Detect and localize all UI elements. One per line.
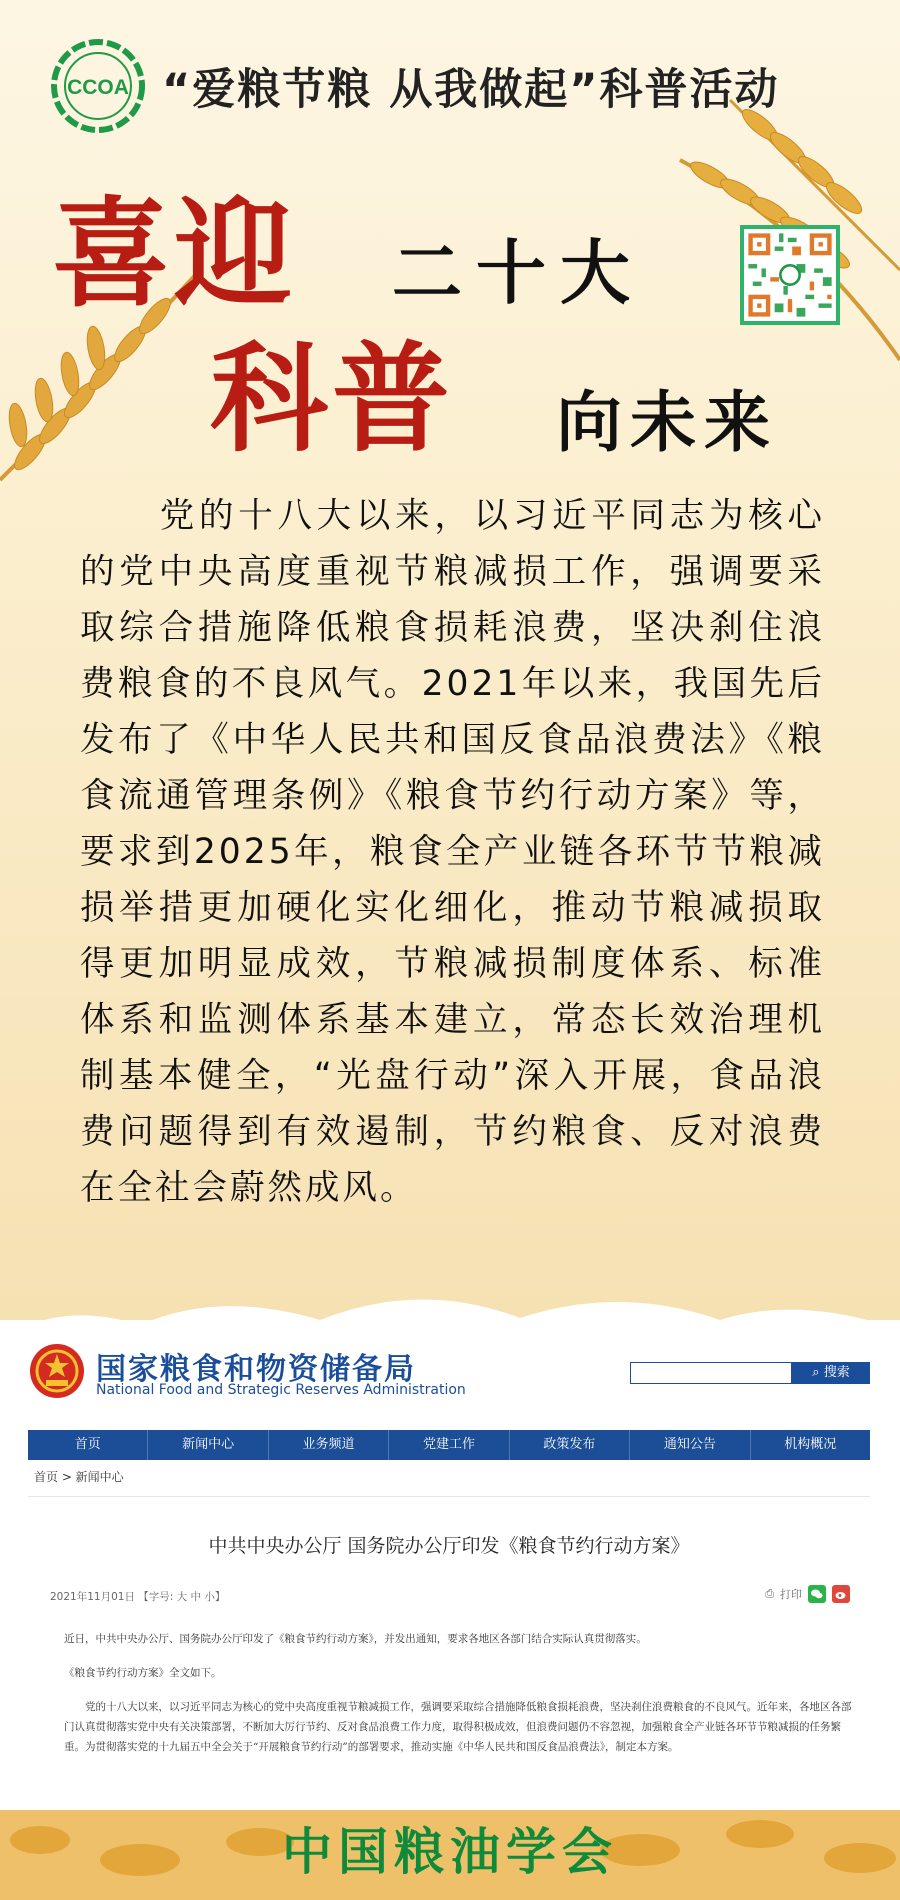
article-card <box>28 1496 870 1817</box>
search-button-label: 搜索 <box>823 1365 850 1380</box>
ccoa-logo-icon <box>50 38 146 134</box>
slogan-red-welcome: 喜迎 <box>52 185 297 323</box>
article-meta: 2021年11月01日 【字号: 大 中 小】 <box>50 1591 226 1603</box>
main-nav <box>28 1430 870 1460</box>
print-icon[interactable]: ⎙ <box>765 1587 774 1600</box>
search-input[interactable] <box>630 1362 792 1384</box>
website-screenshot <box>0 1320 900 1820</box>
nav-item-business[interactable]: 业务频道 <box>269 1430 389 1460</box>
agency-name-en: National Food and Strategic Reserves Administration <box>96 1382 466 1398</box>
agency-name-cn: 国家粮食和物资储备局 <box>96 1352 416 1387</box>
breadcrumb[interactable]: 首页 > 新闻中心 <box>34 1470 124 1484</box>
activity-title: “爱粮节粮 从我做起”科普活动 <box>162 65 780 115</box>
slogan-red-science: 科普 <box>210 330 455 468</box>
wechat-share-icon[interactable] <box>808 1585 826 1603</box>
header <box>50 38 870 148</box>
ccoa-logo-text: CCOA <box>67 76 129 99</box>
national-emblem-icon <box>28 1342 86 1400</box>
slogan-toward-future: 向未来 <box>556 384 778 461</box>
nav-item-party[interactable]: 党建工作 <box>389 1430 509 1460</box>
body-paragraph <box>80 488 825 1216</box>
article-title: 中共中央办公厅 国务院办公厅印发《粮食节约行动方案》 <box>208 1535 690 1557</box>
organizer-signature: 中国粮油学会 <box>282 1822 618 1881</box>
article-tools <box>765 1585 850 1603</box>
nav-item-notices[interactable]: 通知公告 <box>630 1430 750 1460</box>
article-paragraph-2: 《粮食节约行动方案》全文如下。 <box>64 1667 222 1679</box>
nav-item-policy[interactable]: 政策发布 <box>510 1430 630 1460</box>
weibo-share-icon[interactable] <box>832 1585 850 1603</box>
nav-item-about[interactable]: 机构概况 <box>784 1437 837 1452</box>
search-button[interactable] <box>792 1362 870 1384</box>
slogan-twentieth-congress: 二十大 <box>392 232 644 314</box>
print-label[interactable]: 打印 <box>780 1588 802 1601</box>
qr-code-icon <box>740 225 840 325</box>
article-paragraph-3: 党的十八大以来，以习近平同志为核心的党中央高度重视节粮减损工作，强调要采取综合措施降低粮食损耗浪费，坚决刹住浪费粮食的不良风气。近年来，各地区各部门认真贯彻落实党中央有关决策部署，不断加大厉行节约、反对食品浪费工作力度，取得积极成效，但浪费问题仍不容忽视，加强粮食全产业链各环节节粮减损的任务繁重。为贯彻落实党的十九届五中全会关于“开展粮食节约行动”的部署要求，推动实施《中华人民共和国反食品浪费法》，制定本方案。 <box>64 1701 852 1753</box>
nav-item-home[interactable]: 首页 <box>28 1430 148 1460</box>
body-paragraph-text: 党的十八大以来，以习近平同志为核心的党中央高度重视节粮减损工作，强调要采取综合措施降低粮食损耗浪费，坚决刹住浪费粮食的不良风气。2021年以来，我国先后发布了《中华人民共和国反食品浪费法》《粮食流通管理条例》《粮食节约行动方案》等，要求到2025年，粮食全产业链各环节节粮减损举措更加硬化实化细化，推动节粮减损取得更加明显成效，节粮减损制度体系、标准体系和监测体系基本建立，常态长效治理机制基本健全，“光盘行动”深入开展，食品浪费问题得到有效遏制，节约粮食、反对浪费在全社会蔚然成风。 <box>80 496 825 1208</box>
nav-item-news[interactable]: 新闻中心 <box>148 1430 268 1460</box>
search-icon: ⌕ <box>812 1365 824 1380</box>
article-paragraph-1: 近日，中共中央办公厅、国务院办公厅印发了《粮食节约行动方案》，并发出通知，要求各地区各部门结合实际认真贯彻落实。 <box>64 1633 647 1645</box>
